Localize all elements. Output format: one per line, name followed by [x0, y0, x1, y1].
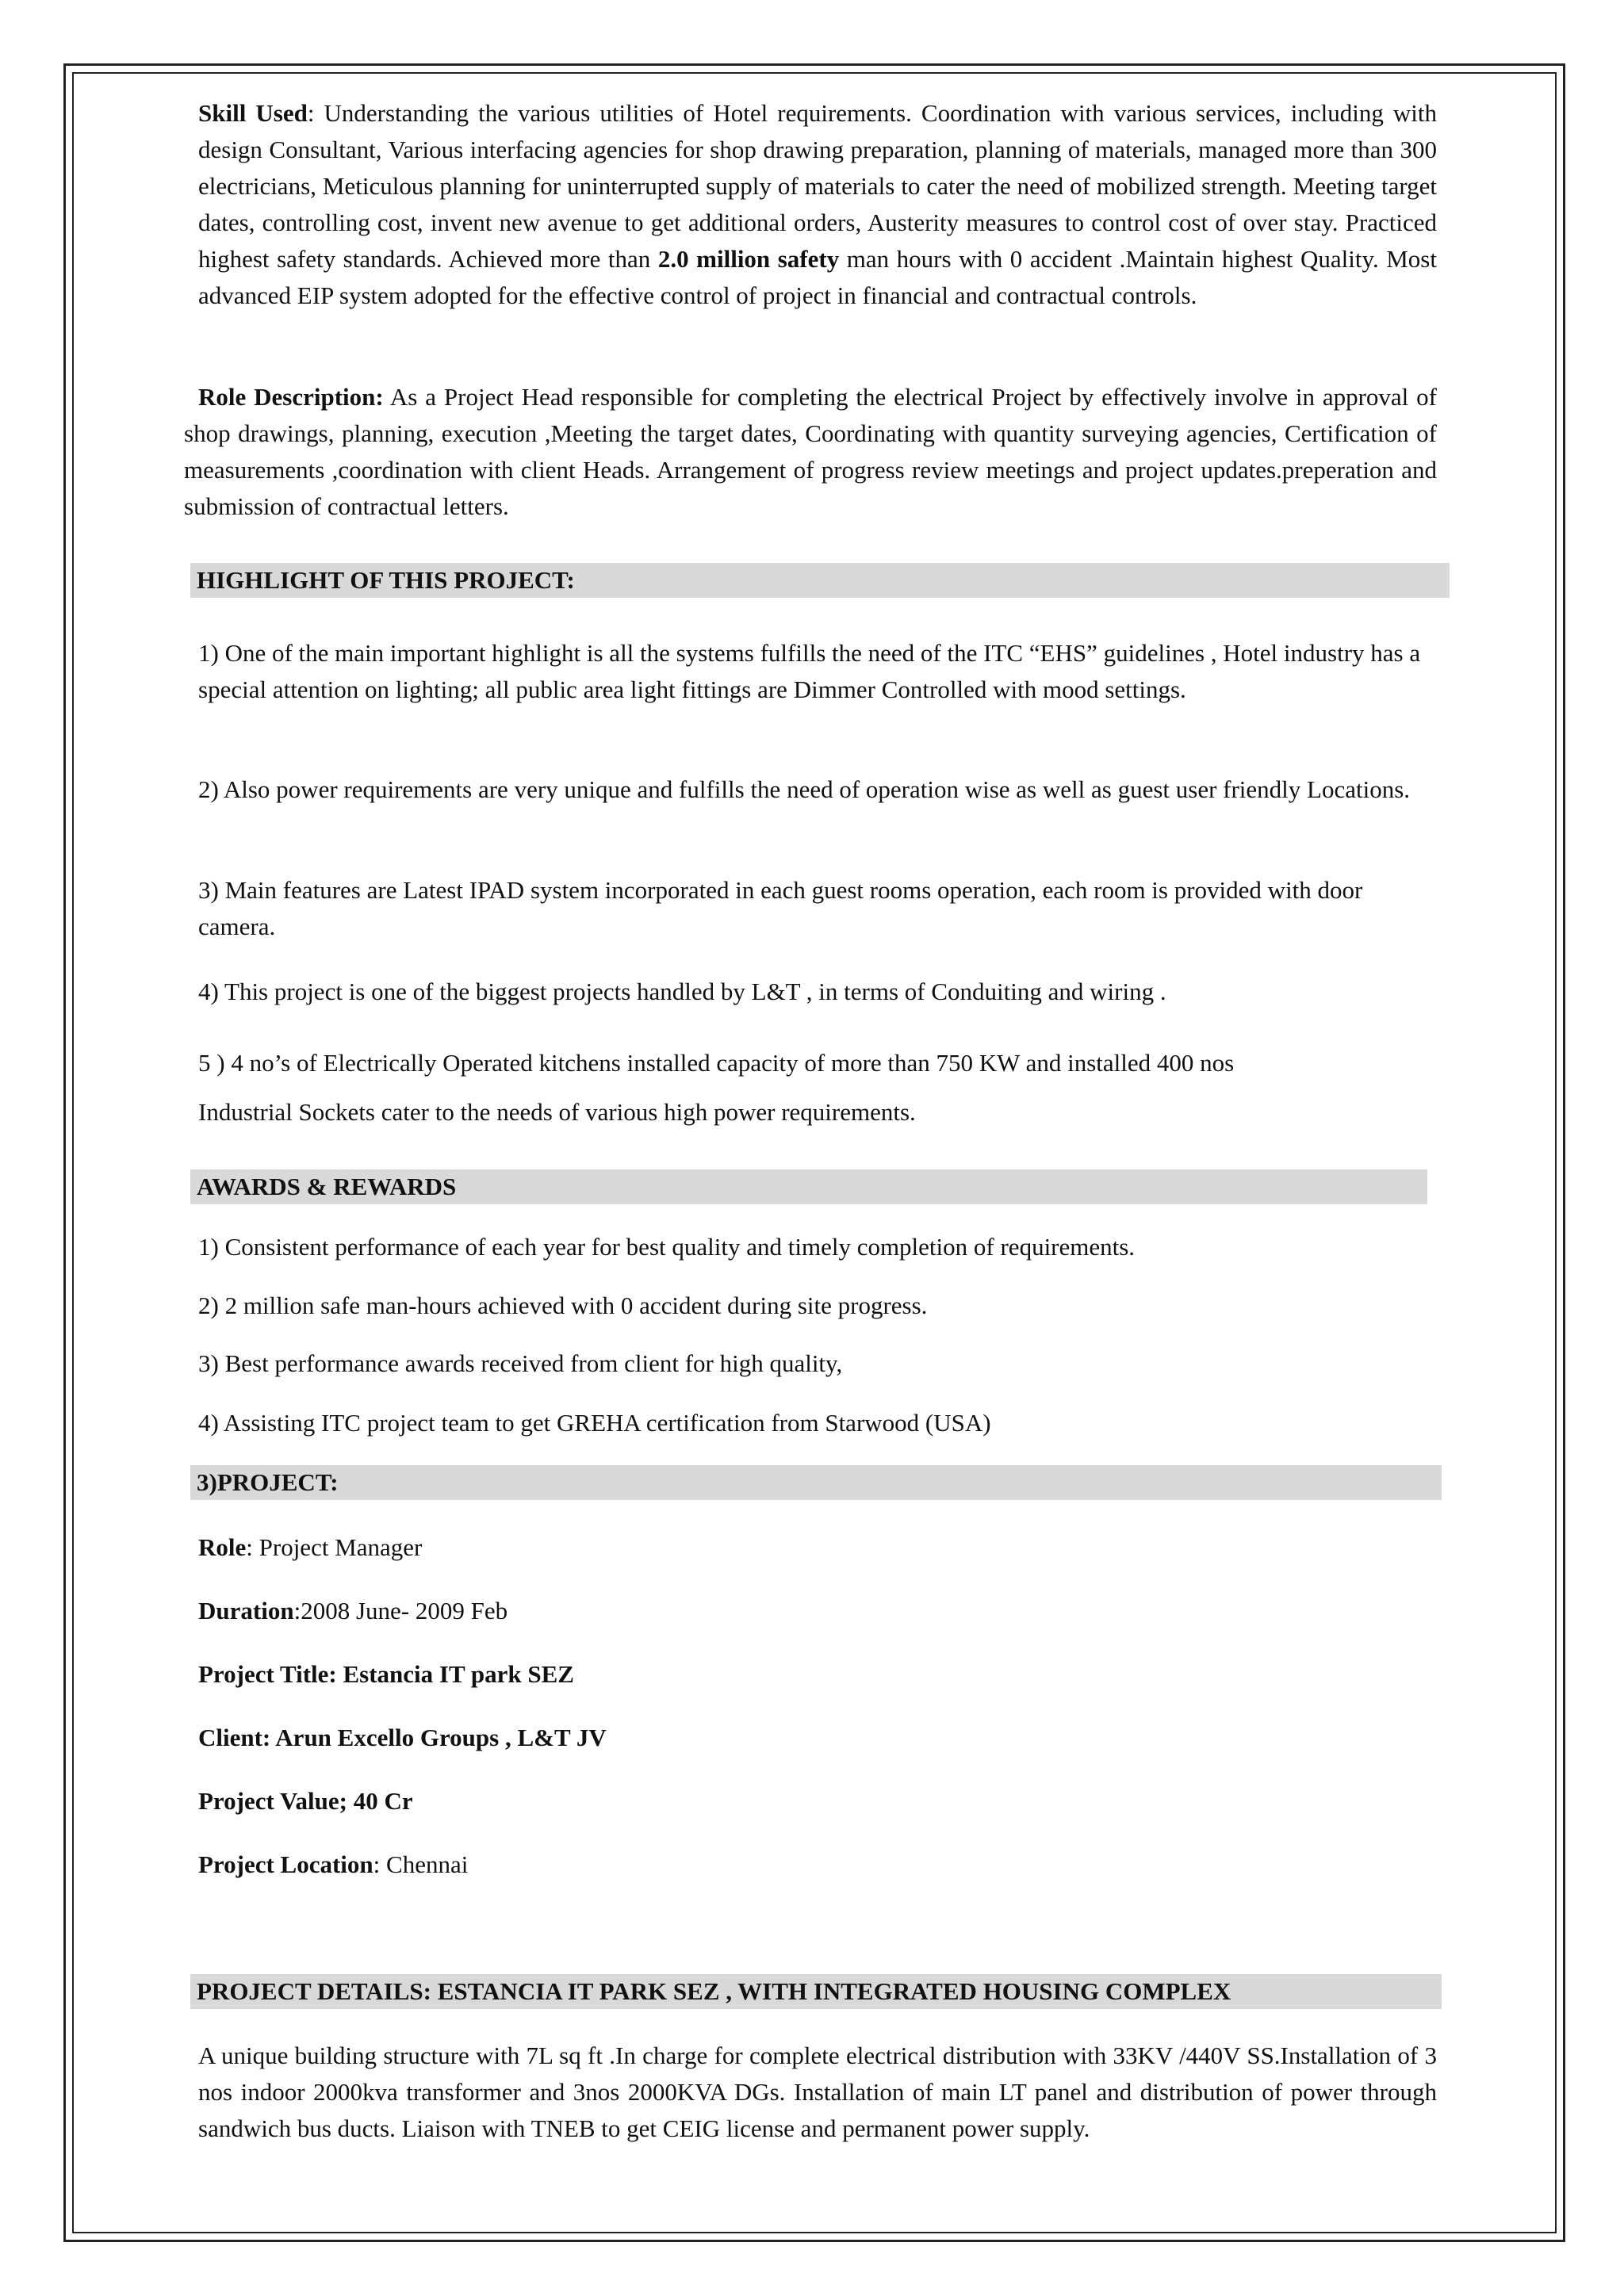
award-item: 3) Best performance awards received from client for high quality, — [198, 1349, 843, 1377]
project-role — [198, 1530, 422, 1565]
highlight-item: 2) Also power requirements are very unique and fulfills the need of operation wise as well as guest user friendly Locations. — [198, 775, 1411, 803]
highlight-item: 3) Main features are Latest IPAD system incorporated in each guest rooms operation, each room is provided with door camera. — [198, 876, 1363, 940]
project-value-text: Project Value; 40 Cr — [198, 1787, 413, 1815]
project-title-label: Project Title — [198, 1660, 329, 1688]
project-role-label: Role — [198, 1533, 247, 1561]
skill-used-paragraph — [198, 95, 1437, 314]
project3-heading: 3)PROJECT: — [190, 1465, 1442, 1500]
role-description-text: As a Project Head responsible for completing the electrical Project by effectively involve in approval of shop drawings, planning, execution ,Meeting the target dates, Coordinating with quantity surveying agencies, Certification of measurements ,coordination with client Heads. Arrangement of progress review meetings and project updates.preperation and submission of contractual letters. — [184, 383, 1437, 520]
project-title — [198, 1657, 574, 1692]
project-client — [198, 1720, 607, 1755]
project-duration-label: Duration — [198, 1597, 294, 1624]
project-client-text: Client: Arun Excello Groups , L&T JV — [198, 1724, 607, 1751]
highlight-item: Industrial Sockets cater to the needs of various high power requirements. — [198, 1098, 916, 1126]
awards-heading: AWARDS & REWARDS — [190, 1169, 1427, 1204]
highlight-item: 5 ) 4 no’s of Electrically Operated kitchens installed capacity of more than 750 KW and installed 400 nos — [198, 1049, 1235, 1077]
skill-used-bold: 2.0 million safety — [657, 245, 840, 273]
project-location — [198, 1847, 468, 1882]
project-duration-value: :2008 June- 2009 Feb — [293, 1597, 508, 1624]
project-location-label: Project Location — [198, 1850, 373, 1878]
project-value — [198, 1784, 413, 1819]
project-title-value: : Estancia IT park SEZ — [328, 1660, 574, 1688]
highlight-heading: HIGHLIGHT OF THIS PROJECT: — [190, 563, 1450, 598]
project-details-paragraph: A unique building structure with 7L sq ft .In charge for complete electrical distribution with 33KV /440V SS.Installation of 3 nos indoor 2000kva transformer and 3nos 2000KVA DGs. Installation of main LT panel and distribution of power through sandwich bus ducts. Liaison with TNEB to get CEIG license and permanent power supply. — [198, 2042, 1437, 2142]
award-item: 2) 2 million safe man-hours achieved with 0 accident during site progress. — [198, 1292, 928, 1319]
project-role-value: : Project Manager — [246, 1533, 423, 1561]
role-description-label: Role Description: — [198, 383, 384, 411]
award-item: 4) Assisting ITC project team to get GREHA certification from Starwood (USA) — [198, 1409, 991, 1437]
skill-used-label: Skill Used — [198, 99, 308, 127]
skill-used-tail: man hours with 0 accident .Maintain highest Quality. Most advanced EIP system adopted for the effective control of project in financial and contractual controls. — [198, 245, 1437, 309]
award-item: 1) Consistent performance of each year for best quality and timely completion of requirements. — [198, 1233, 1136, 1261]
role-description-paragraph — [184, 379, 1437, 525]
project-details-heading: PROJECT DETAILS: ESTANCIA IT PARK SEZ , WITH INTEGRATED HOUSING COMPLEX — [190, 1974, 1442, 2009]
project-duration — [198, 1594, 508, 1628]
skill-used-text: : Understanding the various utilities of Hotel requirements. Coordination with various services, including with design Consultant, Various interfacing agencies for shop drawing preparation, planning of materials, managed more than 300 electricians, Meticulous planning for uninterrupted supply of materials to cater the need of mobilized strength. Meeting target dates, controlling cost, invent new avenue to get additional orders, Austerity measures to control cost of over stay. Practiced highest safety standards. Achieved more than — [198, 99, 1437, 273]
highlight-item: 4) This project is one of the biggest projects handled by L&T , in terms of Conduiting and wiring . — [198, 978, 1166, 1005]
highlight-item: 1) One of the main important highlight is all the systems fulfills the need of the ITC “EHS” guidelines , Hotel industry has a special attention on lighting; all public area light fittings are Dimmer Controlled with mood settings. — [198, 639, 1421, 703]
project-location-value: : Chennai — [373, 1850, 469, 1878]
